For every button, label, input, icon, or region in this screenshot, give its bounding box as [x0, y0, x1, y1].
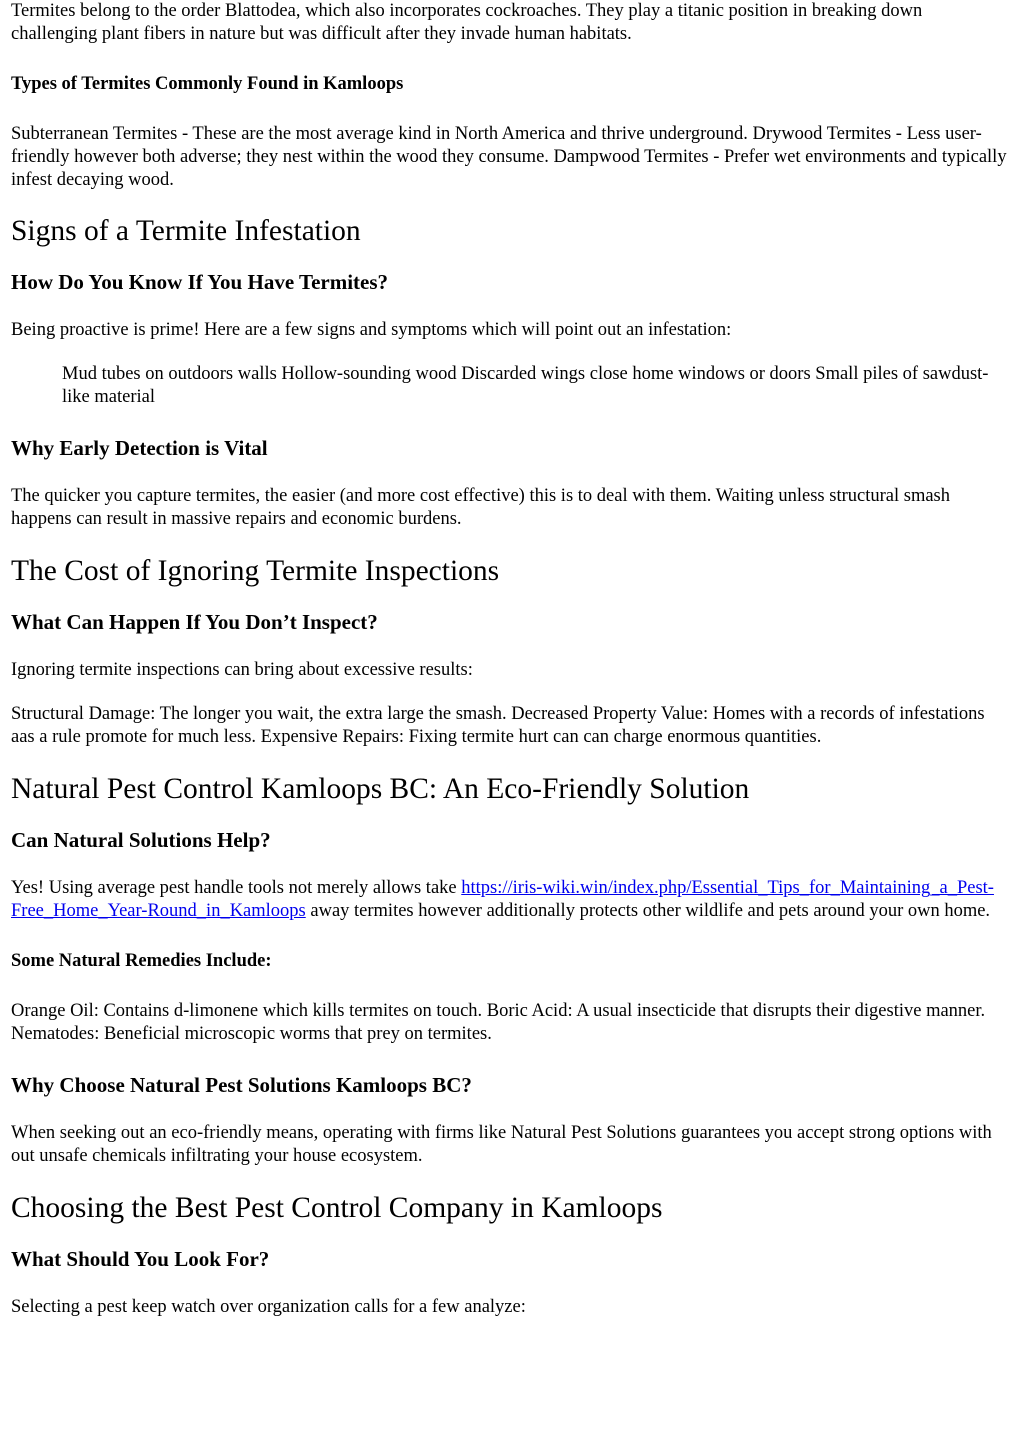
look-for-heading: What Should You Look For?	[11, 1247, 270, 1271]
signs-list: Mud tubes on outdoors walls Hollow-sounding wood Discarded wings close home windows or doors Small piles of sawdust-like material	[62, 364, 989, 407]
consequences-paragraph: Structural Damage: The longer you wait, the extra large the smash. Decreased Property Value: Homes with a records of infestations aas a rule promote for much less. Expensive Repairs: Fixing termite hurt can can charge enormous quantities.	[11, 704, 985, 747]
early-detection-heading: Why Early Detection is Vital	[11, 436, 268, 460]
cost-heading: The Cost of Ignoring Termite Inspections	[11, 555, 500, 587]
remedies-paragraph: Orange Oil: Contains d-limonene which kills termites on touch. Boric Acid: A usual insecticide that disrupts their digestive manner. Nematodes: Beneficial microscopic worms that prey on termites.	[11, 1001, 986, 1044]
natural-help-text-after: away termites however additionally protects other wildlife and pets around your own home.	[305, 901, 991, 921]
early-detection-paragraph: The quicker you capture termites, the easier (and more cost effective) this is to deal with them. Waiting unless structural smash happens can result in massive repairs and economic burdens.	[11, 486, 950, 529]
how-know-heading: How Do You Know If You Have Termites?	[11, 270, 389, 294]
natural-help-text-before: Yes! Using average pest handle tools not merely allows take	[11, 878, 462, 898]
types-paragraph: Subterranean Termites - These are the most average kind in North America and thrive underground. Drywood Termites - Less user-friendly however both adverse; they nest within the wood they consume. Dampwood Termites - Prefer wet environments and typically infest decaying wood.	[11, 124, 1007, 190]
natural-heading: Natural Pest Control Kamloops BC: An Eco-Friendly Solution	[11, 773, 750, 805]
signs-heading: Signs of a Termite Infestation	[11, 215, 361, 247]
iris-wiki-link[interactable]: https://iris-wiki.win/index.php/Essential_Tips_for_Maintaining_a_Pest-Free_Home_Year-Round_in_Kamloops	[11, 878, 994, 921]
why-choose-paragraph: When seeking out an eco-friendly means, operating with firms like Natural Pest Solutions guarantees you accept strong options with out unsafe chemicals infiltrating your house ecosystem.	[11, 1123, 992, 1166]
intro-paragraph: Termites belong to the order Blattodea, which also incorporates cockroaches. They play a titanic position in breaking down challenging plant fibers in nature but was difficult after they invade human habitats.	[11, 1, 923, 44]
choosing-heading: Choosing the Best Pest Control Company in Kamloops	[11, 1192, 663, 1224]
remedies-heading: Some Natural Remedies Include:	[11, 951, 272, 971]
natural-help-heading: Can Natural Solutions Help?	[11, 828, 271, 852]
how-know-paragraph: Being proactive is prime! Here are a few signs and symptoms which will point out an infestation:	[11, 320, 732, 340]
what-happen-heading: What Can Happen If You Don’t Inspect?	[11, 610, 378, 634]
types-heading: Types of Termites Commonly Found in Kamloops	[11, 74, 404, 94]
why-choose-heading: Why Choose Natural Pest Solutions Kamloops BC?	[11, 1073, 472, 1097]
look-for-paragraph: Selecting a pest keep watch over organization calls for a few analyze:	[11, 1297, 526, 1317]
what-happen-paragraph: Ignoring termite inspections can bring about excessive results:	[11, 660, 473, 680]
natural-help-paragraph	[11, 877, 1012, 923]
